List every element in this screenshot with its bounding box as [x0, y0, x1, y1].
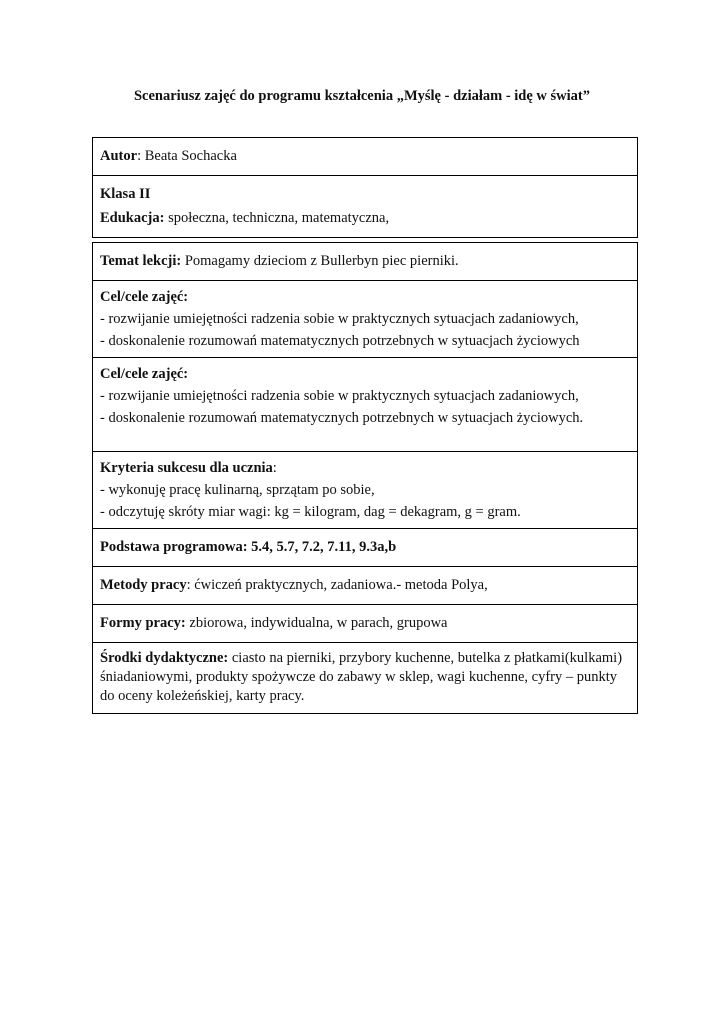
topic-label: Temat lekcji:	[100, 253, 182, 269]
curriculum-value: 5.4, 5.7, 7.2, 7.11, 9.3a,b	[247, 539, 397, 555]
topic-row	[93, 243, 637, 280]
criteria-colon: :	[272, 460, 277, 476]
curriculum-row	[93, 528, 637, 566]
curriculum-label: Podstawa programowa:	[100, 539, 248, 555]
criteria-item-1: - wykonuję pracę kulinarną, sprzątam po sobie,	[100, 482, 375, 498]
methods-value: : ćwiczeń praktycznych, zadaniowa.- metoda Polya,	[186, 577, 488, 593]
teaching-aids-value: ciasto na pierniki, przybory kuchenne, butelka z płatkami(kulkami) śniadaniowymi, produkty spożywcze do zabawy w sklep, wagi kuchenne, cyfry – punkty do oceny koleżeńskiej, karty pracy.	[100, 650, 623, 704]
document-title: Scenariusz zajęć do programu kształcenia „Myślę - działam - idę w świat”	[133, 88, 591, 104]
criteria-heading	[100, 457, 630, 479]
forms-value: zbiorowa, indywidualna, w parach, grupowa	[185, 615, 448, 631]
criteria-item-2: - odczytuję skróty miar wagi: kg = kilogram, dag = dekagram, g = gram.	[100, 504, 521, 520]
class-row	[93, 175, 637, 237]
goals-1-item-2: - doskonalenie rozumowań matematycznych potrzebnych w sytuacjach życiowych	[100, 333, 580, 349]
education-line	[100, 206, 630, 230]
class-label: Klasa II	[100, 186, 151, 202]
author-row	[93, 138, 637, 175]
goals-2-item-2: - doskonalenie rozumowań matematycznych potrzebnych w sytuacjach życiowych.	[100, 410, 584, 426]
criteria-row	[93, 451, 637, 528]
goals-row-2	[93, 357, 637, 451]
author-value: : Beata Sochacka	[137, 148, 237, 164]
goals-label-1: Cel/cele zajęć:	[100, 289, 189, 305]
teaching-aids-label: Środki dydaktyczne:	[100, 650, 229, 666]
goals-row-1	[93, 280, 637, 357]
author-label: Autor	[100, 148, 138, 164]
criteria-label: Kryteria sukcesu dla ucznia	[100, 460, 273, 476]
goals-label-2: Cel/cele zajęć:	[100, 366, 189, 382]
topic-value: Pomagamy dzieciom z Bullerbyn piec pierniki.	[181, 253, 459, 269]
forms-label: Formy pracy:	[100, 615, 186, 631]
education-label: Edukacja:	[100, 210, 165, 226]
forms-row	[93, 604, 637, 642]
methods-label: Metody pracy	[100, 577, 187, 593]
goals-1-item-1: - rozwijanie umiejętności radzenia sobie w praktycznych sytuacjach zadaniowych,	[100, 311, 579, 327]
lesson-table	[92, 242, 638, 714]
teaching-aids-row	[93, 642, 637, 713]
methods-row	[93, 566, 637, 604]
goals-2-item-1: - rozwijanie umiejętności radzenia sobie w praktycznych sytuacjach zadaniowych,	[100, 388, 579, 404]
education-value: społeczna, techniczna, matematyczna,	[164, 210, 390, 226]
info-table-author	[92, 137, 638, 238]
